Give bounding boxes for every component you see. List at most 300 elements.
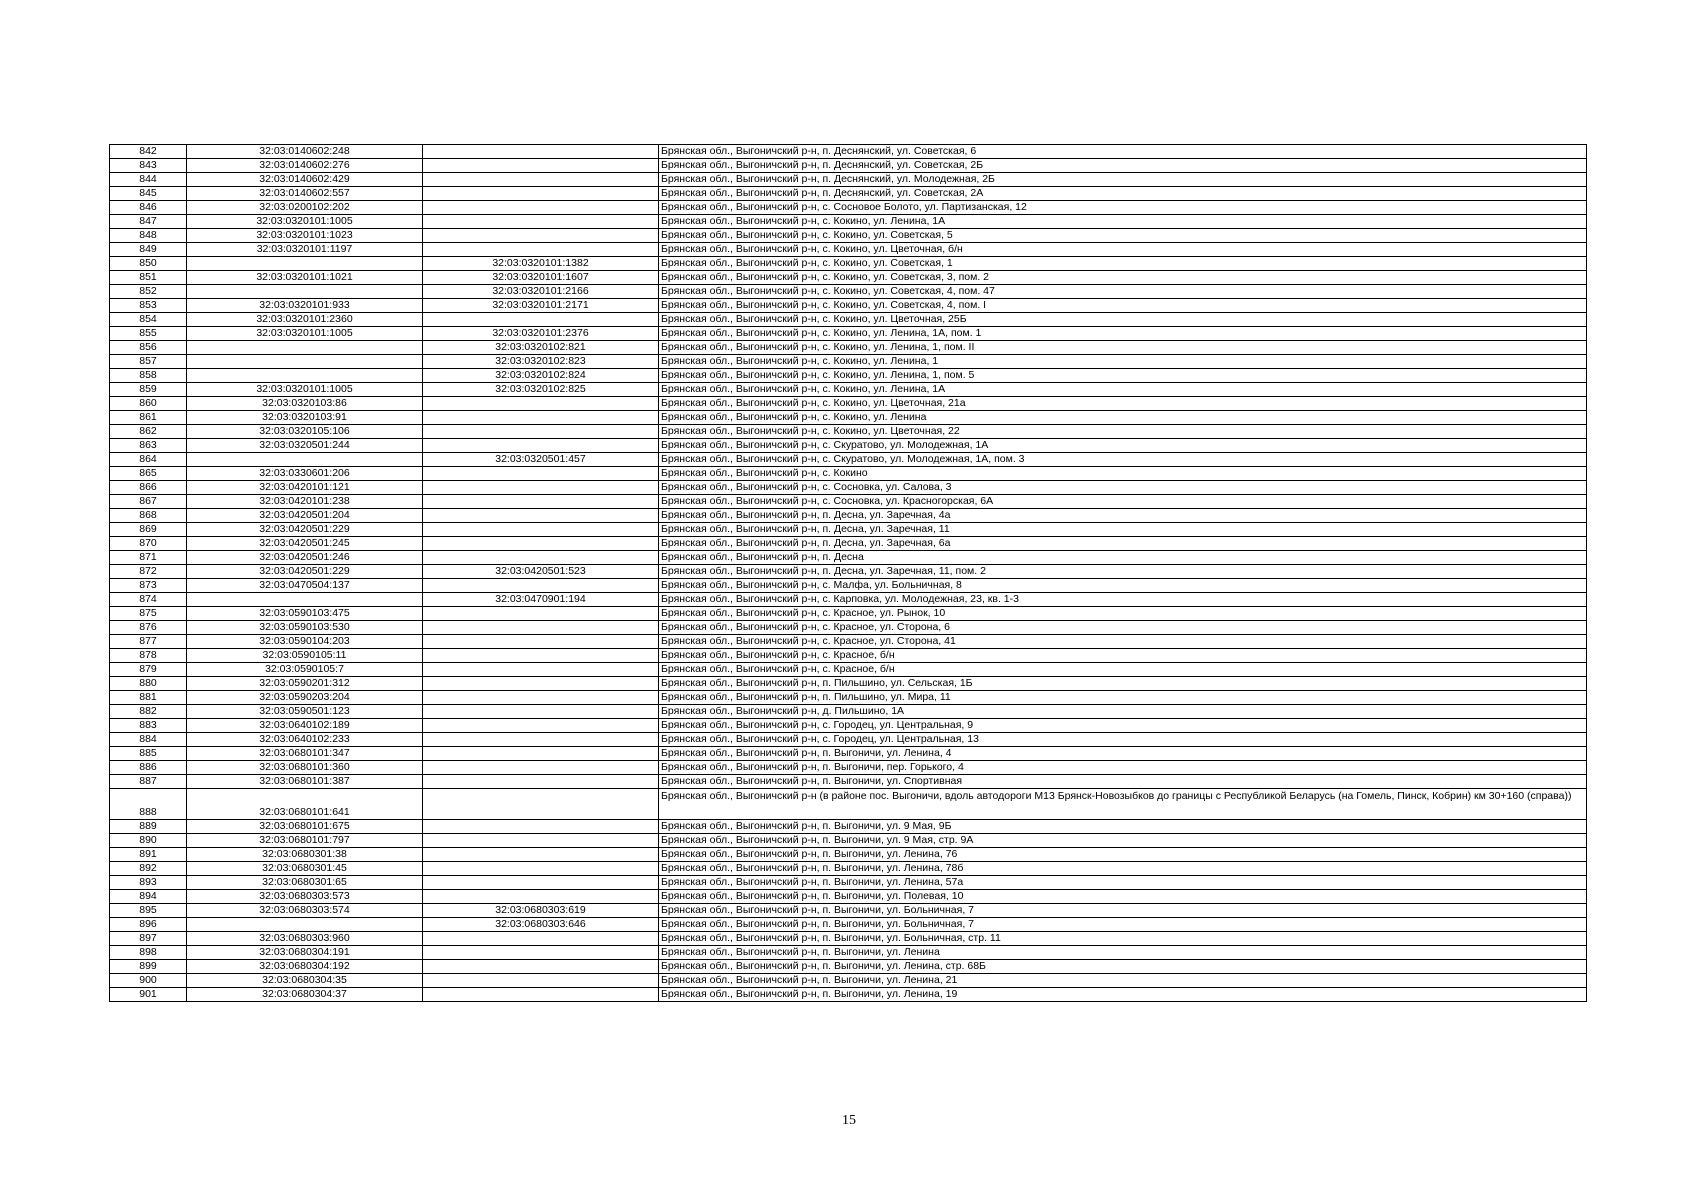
address-cell: Брянская обл., Выгоничский р-н, с. Красное, б/н xyxy=(659,663,1587,677)
address-cell: Брянская обл., Выгоничский р-н, с. Кокино, ул. Ленина, 1А xyxy=(659,215,1587,229)
row-number-cell: 870 xyxy=(110,537,187,551)
cadastral-number-cell: 32:03:0680303:574 xyxy=(187,904,423,918)
row-number-cell: 880 xyxy=(110,677,187,691)
address-cell: Брянская обл., Выгоничский р-н, с. Кокино xyxy=(659,467,1587,481)
cadastral-number-cell: 32:03:0680101:675 xyxy=(187,820,423,834)
cadastral-number-cell: 32:03:0320105:106 xyxy=(187,425,423,439)
object-cadastral-number-cell: 32:03:0680303:646 xyxy=(423,918,659,932)
table-row xyxy=(110,257,1587,271)
row-number-cell: 861 xyxy=(110,411,187,425)
address-cell: Брянская обл., Выгоничский р-н, с. Кокино, ул. Советская, 4, пом. I xyxy=(659,299,1587,313)
cadastral-number-cell xyxy=(187,355,423,369)
address-cell: Брянская обл., Выгоничский р-н, с. Сосновка, ул. Салова, 3 xyxy=(659,481,1587,495)
object-cadastral-number-cell: 32:03:0420501:523 xyxy=(423,565,659,579)
row-number-cell: 886 xyxy=(110,761,187,775)
object-cadastral-number-cell xyxy=(423,467,659,481)
address-cell: Брянская обл., Выгоничский р-н, п. Выгоничи, ул. Ленина, 76 xyxy=(659,848,1587,862)
table-row xyxy=(110,173,1587,187)
cadastral-number-cell: 32:03:0140602:248 xyxy=(187,145,423,159)
table-row xyxy=(110,820,1587,834)
cadastral-number-cell xyxy=(187,285,423,299)
object-cadastral-number-cell xyxy=(423,495,659,509)
row-number-cell: 859 xyxy=(110,383,187,397)
cadastral-number-cell xyxy=(187,341,423,355)
table-row xyxy=(110,635,1587,649)
row-number-cell: 889 xyxy=(110,820,187,834)
cadastral-number-cell: 32:03:0330601:206 xyxy=(187,467,423,481)
cadastral-number-cell: 32:03:0590105:11 xyxy=(187,649,423,663)
object-cadastral-number-cell xyxy=(423,988,659,1002)
table-row xyxy=(110,509,1587,523)
address-cell: Брянская обл., Выгоничский р-н, п. Выгоничи, ул. Больничная, стр. 11 xyxy=(659,932,1587,946)
object-cadastral-number-cell xyxy=(423,789,659,820)
address-cell: Брянская обл., Выгоничский р-н, с. Кокино, ул. Советская, 1 xyxy=(659,257,1587,271)
cadastral-number-cell: 32:03:0590201:312 xyxy=(187,677,423,691)
cadastral-number-cell xyxy=(187,593,423,607)
row-number-cell: 858 xyxy=(110,369,187,383)
cadastral-number-cell xyxy=(187,369,423,383)
row-number-cell: 879 xyxy=(110,663,187,677)
object-cadastral-number-cell xyxy=(423,834,659,848)
object-cadastral-number-cell xyxy=(423,229,659,243)
address-cell: Брянская обл., Выгоничский р-н, с. Кокино, ул. Цветочная, 22 xyxy=(659,425,1587,439)
address-cell: Брянская обл., Выгоничский р-н, с. Скуратово, ул. Молодежная, 1А, пом. 3 xyxy=(659,453,1587,467)
table-row xyxy=(110,537,1587,551)
object-cadastral-number-cell: 32:03:0680303:619 xyxy=(423,904,659,918)
table-row xyxy=(110,747,1587,761)
table-row xyxy=(110,159,1587,173)
address-cell: Брянская обл., Выгоничский р-н, с. Малфа, ул. Больничная, 8 xyxy=(659,579,1587,593)
cadastral-number-cell: 32:03:0420101:121 xyxy=(187,481,423,495)
object-cadastral-number-cell: 32:03:0320102:821 xyxy=(423,341,659,355)
table-row xyxy=(110,383,1587,397)
object-cadastral-number-cell xyxy=(423,397,659,411)
cadastral-number-cell: 32:03:0640102:189 xyxy=(187,719,423,733)
object-cadastral-number-cell xyxy=(423,677,659,691)
address-cell: Брянская обл., Выгоничский р-н, д. Пильшино, 1А xyxy=(659,705,1587,719)
cadastral-number-cell: 32:03:0320101:1005 xyxy=(187,383,423,397)
object-cadastral-number-cell xyxy=(423,946,659,960)
table-row xyxy=(110,271,1587,285)
cadastral-number-cell: 32:03:0420501:245 xyxy=(187,537,423,551)
address-cell: Брянская обл., Выгоничский р-н, с. Городец, ул. Центральная, 9 xyxy=(659,719,1587,733)
table-row xyxy=(110,862,1587,876)
cadastral-number-cell: 32:03:0680304:37 xyxy=(187,988,423,1002)
row-number-cell: 851 xyxy=(110,271,187,285)
row-number-cell: 875 xyxy=(110,607,187,621)
cadastral-number-cell: 32:03:0420501:229 xyxy=(187,565,423,579)
row-number-cell: 867 xyxy=(110,495,187,509)
table-row xyxy=(110,285,1587,299)
object-cadastral-number-cell xyxy=(423,439,659,453)
registry-table xyxy=(109,144,1587,1002)
table-row xyxy=(110,187,1587,201)
object-cadastral-number-cell xyxy=(423,960,659,974)
address-cell: Брянская обл., Выгоничский р-н, с. Скуратово, ул. Молодежная, 1А xyxy=(659,439,1587,453)
object-cadastral-number-cell: 32:03:0320101:2171 xyxy=(423,299,659,313)
row-number-cell: 846 xyxy=(110,201,187,215)
object-cadastral-number-cell: 32:03:0320501:457 xyxy=(423,453,659,467)
cadastral-number-cell: 32:03:0680101:360 xyxy=(187,761,423,775)
cadastral-number-cell: 32:03:0200102:202 xyxy=(187,201,423,215)
address-cell: Брянская обл., Выгоничский р-н, п. Выгоничи, пер. Горького, 4 xyxy=(659,761,1587,775)
table-row xyxy=(110,523,1587,537)
row-number-cell: 853 xyxy=(110,299,187,313)
row-number-cell: 866 xyxy=(110,481,187,495)
row-number-cell: 865 xyxy=(110,467,187,481)
table-row xyxy=(110,313,1587,327)
object-cadastral-number-cell xyxy=(423,607,659,621)
row-number-cell: 884 xyxy=(110,733,187,747)
row-number-cell: 882 xyxy=(110,705,187,719)
address-cell: Брянская обл., Выгоничский р-н, п. Пильшино, ул. Сельская, 1Б xyxy=(659,677,1587,691)
address-cell: Брянская обл., Выгоничский р-н, п. Выгоничи, ул. Полевая, 10 xyxy=(659,890,1587,904)
cadastral-number-cell: 32:03:0680101:641 xyxy=(187,789,423,820)
table-row xyxy=(110,691,1587,705)
table-row xyxy=(110,946,1587,960)
object-cadastral-number-cell xyxy=(423,579,659,593)
address-cell: Брянская обл., Выгоничский р-н, с. Кокино, ул. Ленина, 1, пом. 5 xyxy=(659,369,1587,383)
object-cadastral-number-cell xyxy=(423,974,659,988)
cadastral-number-cell: 32:03:0590104:203 xyxy=(187,635,423,649)
table-row xyxy=(110,411,1587,425)
object-cadastral-number-cell xyxy=(423,551,659,565)
cadastral-number-cell: 32:03:0320101:2360 xyxy=(187,313,423,327)
table-row xyxy=(110,453,1587,467)
object-cadastral-number-cell xyxy=(423,705,659,719)
cadastral-number-cell: 32:03:0420501:246 xyxy=(187,551,423,565)
row-number-cell: 845 xyxy=(110,187,187,201)
cadastral-number-cell: 32:03:0420501:229 xyxy=(187,523,423,537)
table-row xyxy=(110,719,1587,733)
object-cadastral-number-cell xyxy=(423,691,659,705)
table-row xyxy=(110,299,1587,313)
address-cell: Брянская обл., Выгоничский р-н, с. Кокино, ул. Цветочная, б/н xyxy=(659,243,1587,257)
cadastral-number-cell: 32:03:0680303:573 xyxy=(187,890,423,904)
row-number-cell: 863 xyxy=(110,439,187,453)
table-row xyxy=(110,932,1587,946)
object-cadastral-number-cell xyxy=(423,820,659,834)
row-number-cell: 883 xyxy=(110,719,187,733)
object-cadastral-number-cell xyxy=(423,761,659,775)
row-number-cell: 899 xyxy=(110,960,187,974)
object-cadastral-number-cell xyxy=(423,173,659,187)
address-cell: Брянская обл., Выгоничский р-н, с. Кокино, ул. Советская, 3, пом. 2 xyxy=(659,271,1587,285)
row-number-cell: 897 xyxy=(110,932,187,946)
cadastral-number-cell: 32:03:0470504:137 xyxy=(187,579,423,593)
cadastral-number-cell: 32:03:0680303:960 xyxy=(187,932,423,946)
row-number-cell: 896 xyxy=(110,918,187,932)
address-cell: Брянская обл., Выгоничский р-н, п. Десна, ул. Заречная, 6а xyxy=(659,537,1587,551)
address-cell: Брянская обл., Выгоничский р-н, с. Городец, ул. Центральная, 13 xyxy=(659,733,1587,747)
cadastral-number-cell: 32:03:0320101:1021 xyxy=(187,271,423,285)
row-number-cell: 844 xyxy=(110,173,187,187)
cadastral-number-cell: 32:03:0320101:1005 xyxy=(187,215,423,229)
object-cadastral-number-cell: 32:03:0320101:1382 xyxy=(423,257,659,271)
row-number-cell: 885 xyxy=(110,747,187,761)
table-row xyxy=(110,397,1587,411)
address-cell: Брянская обл., Выгоничский р-н, с. Кокино, ул. Советская, 5 xyxy=(659,229,1587,243)
address-cell: Брянская обл., Выгоничский р-н, с. Кокино, ул. Советская, 4, пом. 47 xyxy=(659,285,1587,299)
cadastral-number-cell: 32:03:0420501:204 xyxy=(187,509,423,523)
cadastral-number-cell: 32:03:0680304:192 xyxy=(187,960,423,974)
address-cell: Брянская обл., Выгоничский р-н, п. Выгоничи, ул. 9 Мая, стр. 9А xyxy=(659,834,1587,848)
object-cadastral-number-cell xyxy=(423,621,659,635)
row-number-cell: 892 xyxy=(110,862,187,876)
row-number-cell: 888 xyxy=(110,789,187,820)
cadastral-number-cell xyxy=(187,257,423,271)
table-row xyxy=(110,467,1587,481)
cadastral-number-cell: 32:03:0320103:91 xyxy=(187,411,423,425)
address-cell: Брянская обл., Выгоничский р-н, с. Сосновое Болото, ул. Партизанская, 12 xyxy=(659,201,1587,215)
table-row xyxy=(110,834,1587,848)
row-number-cell: 887 xyxy=(110,775,187,789)
address-cell: Брянская обл., Выгоничский р-н, п. Выгоничи, ул. Ленина, стр. 68Б xyxy=(659,960,1587,974)
table-row xyxy=(110,918,1587,932)
object-cadastral-number-cell: 32:03:0470901:194 xyxy=(423,593,659,607)
address-cell: Брянская обл., Выгоничский р-н, п. Выгоничи, ул. 9 Мая, 9Б xyxy=(659,820,1587,834)
object-cadastral-number-cell: 32:03:0320102:824 xyxy=(423,369,659,383)
row-number-cell: 877 xyxy=(110,635,187,649)
object-cadastral-number-cell xyxy=(423,775,659,789)
address-cell: Брянская обл., Выгоничский р-н, с. Красное, ул. Сторона, 41 xyxy=(659,635,1587,649)
object-cadastral-number-cell xyxy=(423,523,659,537)
cadastral-number-cell: 32:03:0680301:65 xyxy=(187,876,423,890)
cadastral-number-cell: 32:03:0680101:347 xyxy=(187,747,423,761)
address-cell: Брянская обл., Выгоничский р-н, п. Выгоничи, ул. Ленина, 19 xyxy=(659,988,1587,1002)
object-cadastral-number-cell xyxy=(423,876,659,890)
row-number-cell: 864 xyxy=(110,453,187,467)
object-cadastral-number-cell xyxy=(423,663,659,677)
table-row xyxy=(110,621,1587,635)
address-cell: Брянская обл., Выгоничский р-н, п. Выгоничи, ул. Больничная, 7 xyxy=(659,918,1587,932)
row-number-cell: 894 xyxy=(110,890,187,904)
row-number-cell: 852 xyxy=(110,285,187,299)
cadastral-number-cell: 32:03:0590105:7 xyxy=(187,663,423,677)
cadastral-number-cell: 32:03:0680301:45 xyxy=(187,862,423,876)
table-row xyxy=(110,607,1587,621)
address-cell: Брянская обл., Выгоничский р-н, п. Деснянский, ул. Советская, 6 xyxy=(659,145,1587,159)
address-cell: Брянская обл., Выгоничский р-н, п. Десна xyxy=(659,551,1587,565)
table-row xyxy=(110,439,1587,453)
address-cell: Брянская обл., Выгоничский р-н, п. Выгоничи, ул. Ленина, 57а xyxy=(659,876,1587,890)
table-row xyxy=(110,988,1587,1002)
cadastral-number-cell: 32:03:0320101:1197 xyxy=(187,243,423,257)
cadastral-number-cell: 32:03:0140602:276 xyxy=(187,159,423,173)
object-cadastral-number-cell xyxy=(423,649,659,663)
row-number-cell: 856 xyxy=(110,341,187,355)
table-row xyxy=(110,848,1587,862)
row-number-cell: 848 xyxy=(110,229,187,243)
object-cadastral-number-cell xyxy=(423,481,659,495)
cadastral-number-cell xyxy=(187,918,423,932)
cadastral-number-cell: 32:03:0320103:86 xyxy=(187,397,423,411)
row-number-cell: 854 xyxy=(110,313,187,327)
cadastral-number-cell xyxy=(187,453,423,467)
row-number-cell: 850 xyxy=(110,257,187,271)
address-cell: Брянская обл., Выгоничский р-н, п. Десна, ул. Заречная, 11 xyxy=(659,523,1587,537)
row-number-cell: 901 xyxy=(110,988,187,1002)
address-cell: Брянская обл., Выгоничский р-н, п. Выгоничи, ул. Больничная, 7 xyxy=(659,904,1587,918)
address-cell: Брянская обл., Выгоничский р-н, с. Кокино, ул. Ленина, 1, пом. II xyxy=(659,341,1587,355)
cadastral-number-cell: 32:03:0320101:1005 xyxy=(187,327,423,341)
row-number-cell: 847 xyxy=(110,215,187,229)
object-cadastral-number-cell xyxy=(423,733,659,747)
address-cell: Брянская обл., Выгоничский р-н, п. Десна, ул. Заречная, 11, пом. 2 xyxy=(659,565,1587,579)
row-number-cell: 842 xyxy=(110,145,187,159)
object-cadastral-number-cell: 32:03:0320102:823 xyxy=(423,355,659,369)
table-row xyxy=(110,243,1587,257)
address-cell: Брянская обл., Выгоничский р-н, п. Деснянский, ул. Советская, 2А xyxy=(659,187,1587,201)
address-cell: Брянская обл., Выгоничский р-н, с. Кокино, ул. Ленина, 1А xyxy=(659,383,1587,397)
cadastral-number-cell: 32:03:0590103:475 xyxy=(187,607,423,621)
cadastral-number-cell: 32:03:0320101:1023 xyxy=(187,229,423,243)
cadastral-number-cell: 32:03:0320501:244 xyxy=(187,439,423,453)
table-row xyxy=(110,355,1587,369)
row-number-cell: 869 xyxy=(110,523,187,537)
row-number-cell: 900 xyxy=(110,974,187,988)
table-row xyxy=(110,341,1587,355)
table-row xyxy=(110,201,1587,215)
cadastral-number-cell: 32:03:0680101:797 xyxy=(187,834,423,848)
row-number-cell: 872 xyxy=(110,565,187,579)
table-row xyxy=(110,876,1587,890)
row-number-cell: 895 xyxy=(110,904,187,918)
object-cadastral-number-cell xyxy=(423,187,659,201)
table-row xyxy=(110,495,1587,509)
row-number-cell: 891 xyxy=(110,848,187,862)
table-row xyxy=(110,705,1587,719)
table-row xyxy=(110,649,1587,663)
address-cell: Брянская обл., Выгоничский р-н, с. Сосновка, ул. Красногорская, 6А xyxy=(659,495,1587,509)
object-cadastral-number-cell xyxy=(423,215,659,229)
table-row xyxy=(110,215,1587,229)
table-row xyxy=(110,593,1587,607)
address-cell: Брянская обл., Выгоничский р-н, с. Кокино, ул. Ленина, 1 xyxy=(659,355,1587,369)
cadastral-number-cell: 32:03:0640102:233 xyxy=(187,733,423,747)
address-cell: Брянская обл., Выгоничский р-н, п. Выгоничи, ул. Ленина xyxy=(659,946,1587,960)
table-row xyxy=(110,425,1587,439)
page-number: 15 xyxy=(842,1113,856,1128)
table-row xyxy=(110,890,1587,904)
row-number-cell: 860 xyxy=(110,397,187,411)
cadastral-number-cell: 32:03:0140602:557 xyxy=(187,187,423,201)
table-row xyxy=(110,229,1587,243)
address-cell: Брянская обл., Выгоничский р-н, п. Выгоничи, ул. Ленина, 21 xyxy=(659,974,1587,988)
object-cadastral-number-cell: 32:03:0320101:2376 xyxy=(423,327,659,341)
row-number-cell: 874 xyxy=(110,593,187,607)
object-cadastral-number-cell xyxy=(423,509,659,523)
cadastral-number-cell: 32:03:0680304:191 xyxy=(187,946,423,960)
object-cadastral-number-cell xyxy=(423,243,659,257)
address-cell: Брянская обл., Выгоничский р-н, с. Кокино, ул. Ленина, 1А, пом. 1 xyxy=(659,327,1587,341)
address-cell: Брянская обл., Выгоничский р-н, с. Кокино, ул. Цветочная, 25Б xyxy=(659,313,1587,327)
registry-body xyxy=(110,145,1587,1002)
address-cell: Брянская обл., Выгоничский р-н, с. Карповка, ул. Молодежная, 23, кв. 1-3 xyxy=(659,593,1587,607)
object-cadastral-number-cell xyxy=(423,313,659,327)
row-number-cell: 878 xyxy=(110,649,187,663)
object-cadastral-number-cell xyxy=(423,411,659,425)
object-cadastral-number-cell xyxy=(423,159,659,173)
cadastral-number-cell: 32:03:0680304:35 xyxy=(187,974,423,988)
object-cadastral-number-cell xyxy=(423,932,659,946)
address-cell: Брянская обл., Выгоничский р-н, п. Деснянский, ул. Советская, 2Б xyxy=(659,159,1587,173)
row-number-cell: 876 xyxy=(110,621,187,635)
row-number-cell: 881 xyxy=(110,691,187,705)
row-number-cell: 873 xyxy=(110,579,187,593)
object-cadastral-number-cell: 32:03:0320101:1607 xyxy=(423,271,659,285)
table-row xyxy=(110,775,1587,789)
address-cell: Брянская обл., Выгоничский р-н, с. Красное, ул. Сторона, 6 xyxy=(659,621,1587,635)
cadastral-number-cell: 32:03:0590103:530 xyxy=(187,621,423,635)
table-row xyxy=(110,904,1587,918)
address-cell: Брянская обл., Выгоничский р-н, п. Выгоничи, ул. Ленина, 78б xyxy=(659,862,1587,876)
table-row xyxy=(110,761,1587,775)
address-cell: Брянская обл., Выгоничский р-н, с. Кокино, ул. Цветочная, 21а xyxy=(659,397,1587,411)
table-row xyxy=(110,733,1587,747)
object-cadastral-number-cell xyxy=(423,719,659,733)
row-number-cell: 857 xyxy=(110,355,187,369)
address-cell: Брянская обл., Выгоничский р-н, п. Деснянский, ул. Молодежная, 2Б xyxy=(659,173,1587,187)
cadastral-number-cell: 32:03:0140602:429 xyxy=(187,173,423,187)
object-cadastral-number-cell xyxy=(423,848,659,862)
address-cell: Брянская обл., Выгоничский р-н, с. Красное, ул. Рынок, 10 xyxy=(659,607,1587,621)
address-cell: Брянская обл., Выгоничский р-н, п. Десна, ул. Заречная, 4а xyxy=(659,509,1587,523)
row-number-cell: 890 xyxy=(110,834,187,848)
address-cell: Брянская обл., Выгоничский р-н, с. Красное, б/н xyxy=(659,649,1587,663)
cadastral-number-cell: 32:03:0320101:933 xyxy=(187,299,423,313)
row-number-cell: 893 xyxy=(110,876,187,890)
object-cadastral-number-cell xyxy=(423,425,659,439)
table-row xyxy=(110,369,1587,383)
object-cadastral-number-cell: 32:03:0320102:825 xyxy=(423,383,659,397)
table-row xyxy=(110,677,1587,691)
table-row xyxy=(110,974,1587,988)
table-row xyxy=(110,663,1587,677)
address-cell: Брянская обл., Выгоничский р-н, с. Кокино, ул. Ленина xyxy=(659,411,1587,425)
cadastral-number-cell: 32:03:0680301:38 xyxy=(187,848,423,862)
row-number-cell: 871 xyxy=(110,551,187,565)
row-number-cell: 862 xyxy=(110,425,187,439)
object-cadastral-number-cell xyxy=(423,201,659,215)
cadastral-number-cell: 32:03:0590501:123 xyxy=(187,705,423,719)
object-cadastral-number-cell xyxy=(423,890,659,904)
object-cadastral-number-cell xyxy=(423,635,659,649)
table-row xyxy=(110,579,1587,593)
table-row xyxy=(110,481,1587,495)
table-row xyxy=(110,565,1587,579)
table-row xyxy=(110,789,1587,820)
object-cadastral-number-cell xyxy=(423,145,659,159)
address-cell: Брянская обл., Выгоничский р-н, п. Выгоничи, ул. Ленина, 4 xyxy=(659,747,1587,761)
table-row xyxy=(110,551,1587,565)
object-cadastral-number-cell xyxy=(423,537,659,551)
cadastral-number-cell: 32:03:0420101:238 xyxy=(187,495,423,509)
object-cadastral-number-cell xyxy=(423,747,659,761)
table-row xyxy=(110,145,1587,159)
address-cell: Брянская обл., Выгоничский р-н (в районе пос. Выгоничи, вдоль автодороги М13 Брянск-Новозыбков до границы с Республикой Беларусь (на Гомель, Пинск, Кобрин) км 30+160 (справа)) xyxy=(659,789,1587,820)
object-cadastral-number-cell xyxy=(423,862,659,876)
row-number-cell: 843 xyxy=(110,159,187,173)
object-cadastral-number-cell: 32:03:0320101:2166 xyxy=(423,285,659,299)
table-row xyxy=(110,960,1587,974)
address-cell: Брянская обл., Выгоничский р-н, п. Выгоничи, ул. Спортивная xyxy=(659,775,1587,789)
cadastral-number-cell: 32:03:0590203:204 xyxy=(187,691,423,705)
row-number-cell: 868 xyxy=(110,509,187,523)
cadastral-number-cell: 32:03:0680101:387 xyxy=(187,775,423,789)
row-number-cell: 855 xyxy=(110,327,187,341)
row-number-cell: 849 xyxy=(110,243,187,257)
